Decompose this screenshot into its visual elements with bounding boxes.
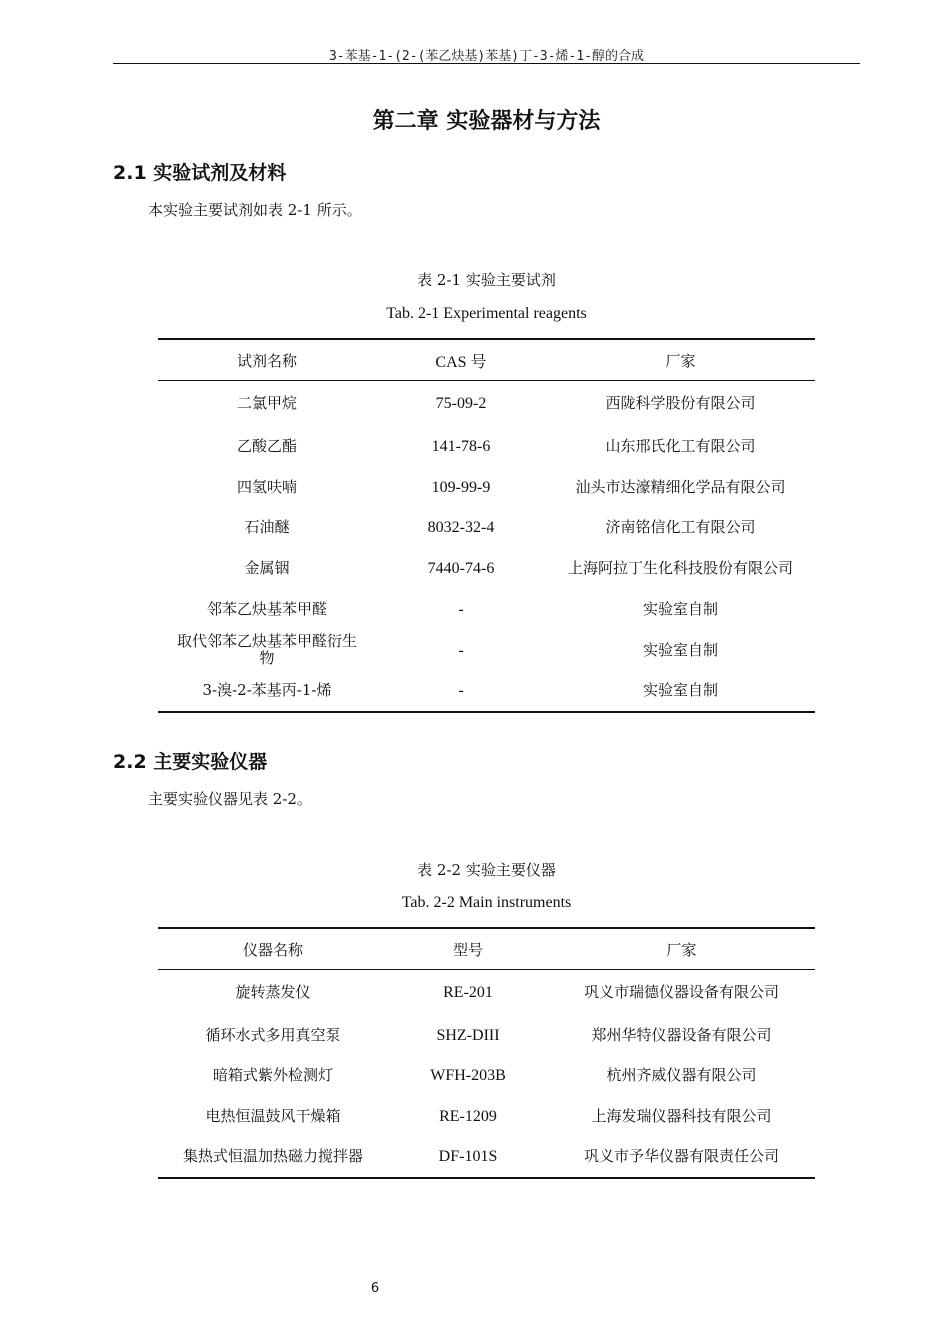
table-row bbox=[158, 426, 815, 467]
section-2-2-intro: 主要实验仪器见表 2-2。 bbox=[148, 790, 312, 808]
table-cell: 电热恒温鼓风干燥箱 bbox=[205, 1106, 341, 1125]
header-rule bbox=[113, 63, 860, 64]
table-cell: - bbox=[458, 641, 464, 659]
cell-text: 实验室自制 bbox=[642, 640, 718, 659]
column-header: 型号 bbox=[388, 928, 548, 970]
table-cell: 旋转蒸发仪 bbox=[235, 982, 311, 1001]
table-row bbox=[158, 590, 815, 630]
table-cell bbox=[546, 590, 815, 630]
table-cell: SHZ-DIII bbox=[436, 1026, 500, 1044]
table-2-2-caption-cn: 表 2-2 实验主要仪器 bbox=[417, 861, 556, 879]
table-row bbox=[158, 467, 815, 508]
table-header-row bbox=[158, 339, 815, 381]
table-cell: RE-1209 bbox=[439, 1107, 497, 1125]
table-header-row bbox=[158, 928, 815, 970]
table-cell bbox=[158, 548, 376, 590]
table-cell: 集热式恒温加热磁力搅拌器 bbox=[158, 1137, 388, 1178]
cell-text: 邻苯乙炔基苯甲醛 bbox=[206, 600, 327, 618]
cell-text: 汕头市达濠精细化学品有限公司 bbox=[575, 477, 786, 496]
table-row bbox=[158, 970, 815, 1015]
chapter-title: 第二章 实验器材与方法 bbox=[372, 109, 601, 134]
cell-text: 乙酸乙酯 bbox=[236, 436, 297, 455]
table-cell: 7440-74-6 bbox=[427, 560, 495, 577]
table-cell: - bbox=[376, 671, 546, 712]
cell-text: 济南铭信化工有限公司 bbox=[605, 518, 756, 536]
table-2-1-caption-cn: 表 2-1 实验主要试剂 bbox=[417, 271, 556, 289]
cell-text: 石油醚 bbox=[244, 518, 290, 536]
table-cell: 暗箱式紫外检测灯 bbox=[212, 1066, 333, 1084]
cell-text: 3-溴-2-苯基丙-1-烯 bbox=[202, 681, 332, 699]
cell-text: 实验室自制 bbox=[642, 681, 718, 699]
table-cell bbox=[546, 548, 815, 590]
table-cell bbox=[546, 671, 815, 712]
instruments-table bbox=[158, 927, 815, 1179]
table-2-2-caption-en: Tab. 2-2 Main instruments bbox=[401, 894, 572, 911]
table-cell: 75-09-2 bbox=[435, 394, 487, 412]
table-row bbox=[158, 671, 815, 712]
table-cell: WFH-203B bbox=[430, 1067, 506, 1084]
table-cell bbox=[158, 671, 376, 712]
table-cell bbox=[158, 381, 376, 426]
cell-text: 实验室自制 bbox=[642, 600, 718, 618]
cell-text: 金属铟 bbox=[244, 559, 290, 577]
table-cell: - bbox=[458, 601, 464, 618]
running-header: 3-苯基-1-(2-(苯乙炔基)苯基)丁-3-烯-1-醇的合成 bbox=[328, 49, 645, 64]
table-cell: 杭州齐威仪器有限公司 bbox=[606, 1066, 757, 1084]
column-header: 厂家 bbox=[548, 928, 815, 970]
table-cell: RE-201 bbox=[443, 983, 493, 1001]
section-title-2-2: 2.2 主要实验仪器 bbox=[113, 751, 268, 773]
cell-text: 山东邢氏化工有限公司 bbox=[605, 436, 756, 455]
table-row bbox=[158, 1137, 815, 1178]
table-cell bbox=[158, 630, 376, 671]
table-cell: 巩义市瑞德仪器设备有限公司 bbox=[583, 982, 779, 1001]
table-cell bbox=[546, 630, 815, 671]
section-2-1-intro: 本实验主要试剂如表 2-1 所示。 bbox=[148, 201, 362, 219]
table-cell: 巩义市予华仪器有限责任公司 bbox=[548, 1137, 815, 1178]
section-title-2-1: 2.1 实验试剂及材料 bbox=[113, 162, 287, 184]
table-2-1-caption-en: Tab. 2-1 Experimental reagents bbox=[386, 305, 587, 322]
table-cell bbox=[546, 508, 815, 548]
table-cell: DF-101S bbox=[388, 1137, 548, 1178]
table-cell bbox=[546, 467, 815, 508]
table-cell: 上海发瑞仪器科技有限公司 bbox=[591, 1106, 772, 1125]
table-row bbox=[158, 1056, 815, 1096]
table-cell: 8032-32-4 bbox=[427, 519, 495, 536]
cell-text: 上海阿拉丁生化科技股份有限公司 bbox=[567, 559, 793, 577]
column-header: 厂家 bbox=[546, 339, 815, 381]
table-row bbox=[158, 508, 815, 548]
reagents-table bbox=[158, 338, 815, 713]
column-header: 仪器名称 bbox=[158, 928, 388, 970]
cell-text: 取代邻苯乙炔基苯甲醛衍生物 bbox=[176, 632, 357, 667]
table-cell bbox=[546, 381, 815, 426]
table-cell bbox=[158, 467, 376, 508]
table-cell bbox=[546, 426, 815, 467]
table-cell: 109-99-9 bbox=[431, 478, 491, 496]
cell-text: 二氯甲烷 bbox=[236, 393, 297, 412]
page-number: 6 bbox=[370, 1281, 380, 1296]
table-cell bbox=[158, 508, 376, 548]
table-cell bbox=[158, 426, 376, 467]
table-row bbox=[158, 1015, 815, 1056]
table-cell: 循环水式多用真空泵 bbox=[205, 1025, 341, 1044]
table-row bbox=[158, 1096, 815, 1137]
cell-text: 四氢呋喃 bbox=[236, 477, 297, 496]
table-row bbox=[158, 548, 815, 590]
table-row bbox=[158, 381, 815, 426]
column-header: CAS 号 bbox=[376, 339, 546, 381]
table-cell: 郑州华特仪器设备有限公司 bbox=[591, 1025, 772, 1044]
table-cell bbox=[158, 590, 376, 630]
column-header: 试剂名称 bbox=[158, 339, 376, 381]
table-cell: 141-78-6 bbox=[431, 437, 491, 455]
cell-text: 西陇科学股份有限公司 bbox=[605, 393, 756, 412]
table-row bbox=[158, 630, 815, 671]
